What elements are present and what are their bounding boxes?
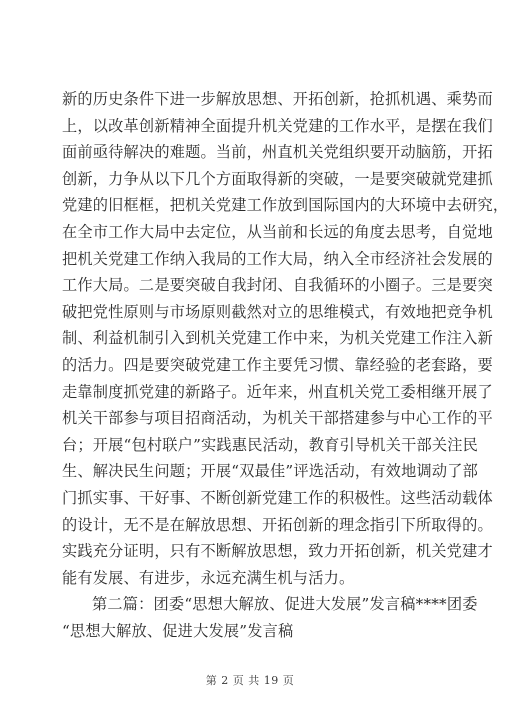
paragraph-line: 新的历史条件下进一步解放思想、开拓创新，抢抓机遇、乘势而 — [62, 90, 493, 108]
page-number-footer: 第 2 页 共 19 页 — [205, 674, 295, 687]
document-body — [62, 86, 508, 644]
paragraph-line: 在全市工作大局中去定位，从当前和长远的角度去思考，自觉地 — [62, 222, 493, 241]
paragraph-line: 制、利益机制引入到机关党建工作中来，为机关党建工作注入新 — [62, 329, 493, 348]
paragraph-line: 面前亟待解决的难题。当前，州直机关党组织要开动脑筋，开拓 — [62, 143, 493, 162]
section-heading-line-1: 第二篇：团委“思想大解放、促进大发展”发言稿****团委 — [92, 595, 478, 614]
paragraph-line: 走靠制度抓党建的新路子。近年来，州直机关党工委相继开展了 — [62, 382, 493, 401]
paragraph-line: 的活力。四是要突破党建工作主要凭习惯、靠经验的老套路，要 — [62, 355, 493, 374]
paragraph-line: 台；开展“包村联户”实践惠民活动，教育引导机关干部关注民 — [62, 435, 479, 454]
paragraph-line: 实践充分证明，只有不断解放思想，致力开拓创新，机关党建才 — [62, 542, 493, 561]
section-heading-line-2: “思想大解放、促进大发展”发言稿 — [62, 621, 294, 640]
paragraph-line: 创新，力争从以下几个方面取得新的突破，一是要突破就党建抓 — [62, 169, 493, 188]
paragraph-line: 门抓实事、干好事、不断创新党建工作的积极性。这些活动载体 — [62, 488, 493, 507]
paragraph-line: 机关干部参与项目招商活动，为机关干部搭建参与中心工作的平 — [62, 409, 493, 428]
paragraph-line: 破把党性原则与市场原则截然对立的思维模式，有效地把竞争机 — [62, 302, 493, 321]
paragraph-line: 上，以改革创新精神全面提升机关党建的工作水平，是摆在我们 — [62, 116, 493, 135]
paragraph-line: 生、解决民生问题；开展“双最佳”评选活动，有效地调动了部 — [62, 462, 479, 481]
paragraph-line: 的设计，无不是在解放思想、开拓创新的理念指引下所取得的。 — [62, 515, 493, 534]
paragraph-line: 把机关党建工作纳入我局的工作大局，纳入全市经济社会发展的 — [62, 249, 493, 268]
paragraph-line: 工作大局。二是要突破自我封闭、自我循环的小圈子。三是要突 — [62, 276, 493, 295]
paragraph-line: 党建的旧框框，把机关党建工作放到国际国内的大环境中去研究， — [62, 196, 508, 215]
paragraph-line: 能有发展、有进步，永远充满生机与活力。 — [62, 568, 355, 587]
